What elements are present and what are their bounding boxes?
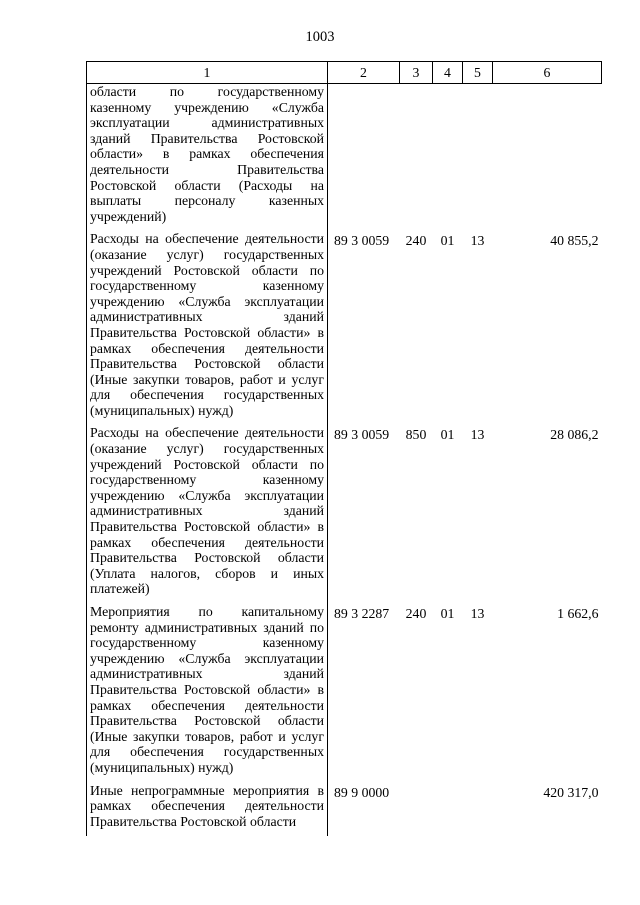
header-col-1: 1 <box>87 62 328 84</box>
row-vr <box>400 84 433 232</box>
row-description: Мероприятия по капитальному ремонту административных зданий по государственному казенному учреждению «Служба эксплуатации административных зданий Правительства Ростовской области» в рамках обеспечения деятельности Правительства Ростовской области (Иные закупки товаров, работ и услуг для обеспечения государственных (муниципальных) нужд) <box>87 604 328 783</box>
row-amount: 28 086,2 <box>550 427 599 443</box>
row-description: Иные непрограммные мероприятия в рамках обеспечения деятельности Правительства Ростовской области <box>87 783 328 837</box>
page-number: 1003 <box>305 29 335 45</box>
table-row <box>87 425 602 604</box>
row-vr <box>400 783 433 837</box>
row-vr: 850 <box>405 427 427 443</box>
table-row <box>87 84 602 232</box>
row-pr <box>463 783 493 837</box>
row-amount: 40 855,2 <box>550 233 599 249</box>
row-vr: 240 <box>405 606 427 621</box>
row-pr: 13 <box>470 427 485 443</box>
row-description: Расходы на обеспечение деятельности (оказание услуг) государственных учреждений Ростовской области по государственному казенному учреждению «Служба эксплуатации административных зданий Правительства Ростовской области» в рамках обеспечения деятельности Правительства Ростовской области (Иные закупки товаров, работ и услуг для обеспечения государственных (муниципальных) нужд) <box>87 231 328 425</box>
header-col-3: 3 <box>400 62 433 84</box>
table-row <box>87 783 602 837</box>
row-rz: 01 <box>440 233 455 249</box>
row-description: области по государственному казенному учреждению «Служба эксплуатации административных зданий Правительства Ростовской области» в рамках обеспечения деятельности Правительства Ростовской области (Расходы на выплаты персоналу казенных учреждений) <box>87 84 328 232</box>
budget-table <box>86 61 602 836</box>
table-row <box>87 604 602 783</box>
header-col-2: 2 <box>328 62 400 84</box>
row-code: 89 3 0059 <box>334 427 390 443</box>
row-code: 89 3 2287 <box>334 606 390 621</box>
row-amount: 1 662,6 <box>557 606 599 621</box>
row-rz <box>433 783 463 837</box>
table-row <box>87 231 602 425</box>
row-code: 89 3 0059 <box>334 233 390 249</box>
row-pr: 13 <box>470 606 485 621</box>
row-rz <box>433 84 463 232</box>
row-rz: 01 <box>440 427 455 443</box>
header-col-5: 5 <box>463 62 493 84</box>
row-amount <box>493 84 602 232</box>
header-col-6: 6 <box>493 62 602 84</box>
row-description: Расходы на обеспечение деятельности (оказание услуг) государственных учреждений Ростовской области по государственному казенному учреждению «Служба эксплуатации административных зданий Правительства Ростовской области» в рамках обеспечения деятельности Правительства Ростовской области (Уплата налогов, сборов и иных платежей) <box>87 425 328 604</box>
row-pr: 13 <box>470 233 485 249</box>
header-col-4: 4 <box>433 62 463 84</box>
row-vr: 240 <box>405 233 427 249</box>
table-header-row <box>87 62 602 84</box>
row-pr <box>463 84 493 232</box>
row-code: 89 9 0000 <box>334 784 390 800</box>
row-rz: 01 <box>440 606 455 621</box>
row-code <box>328 84 400 232</box>
row-amount: 420 317,0 <box>543 784 599 800</box>
